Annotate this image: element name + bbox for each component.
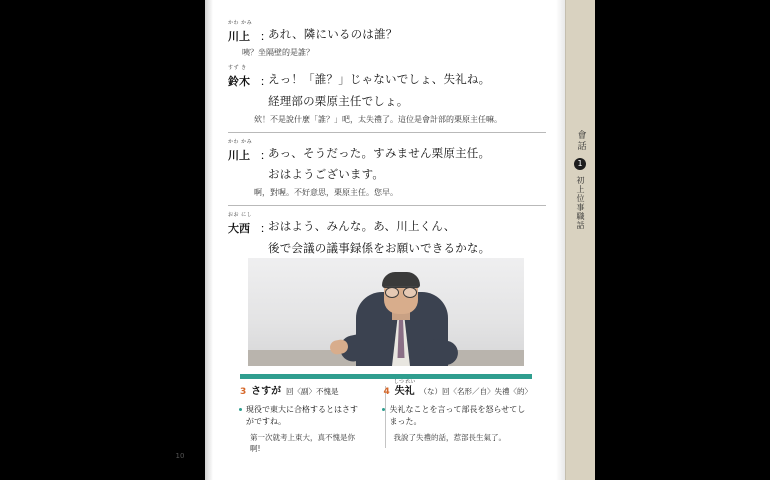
side-tab-label-bottom: 初上位事職話 [576, 176, 585, 230]
speaker-colon: ： [260, 30, 271, 43]
dialogue-line-cn: 咦？坐隔壁的是誰？ [242, 48, 314, 57]
dialogue-turn [228, 138, 546, 207]
vocabulary-headword [240, 385, 363, 399]
dialogue-line-jp: おはよう、みんな。あ、川上くん、 [268, 219, 456, 234]
vocabulary-example-translation: 我說了失禮的話，惹部長生氣了。 [393, 433, 506, 442]
speaker-furigana: かわ かみ [228, 20, 253, 26]
vocabulary-word-text: さすが [251, 386, 282, 397]
glasses-right-lens [403, 287, 417, 298]
bullet-icon [239, 408, 242, 411]
lesson-photo [248, 258, 524, 366]
vocabulary-example-translation: 第一次就考上東大，真不愧是你啊! [250, 433, 355, 453]
vocabulary-word-text: 失礼 [394, 386, 415, 397]
dialogue-line-jp: おはようございます。 [268, 167, 385, 182]
dialogue-lines [268, 22, 546, 44]
dialogue-lines [268, 67, 546, 111]
vocabulary-number: 3 [240, 387, 247, 397]
speaker-label: 川上 [228, 30, 250, 43]
dialogue-line-jp: えっ！「誰？」じゃないでしょ、失礼ね。 [268, 72, 491, 86]
vocabulary-example-text: 失礼なことを言って部長を怒らせてしまった。 [389, 405, 526, 426]
page-shadow-left [205, 0, 213, 480]
speaker-name [228, 214, 260, 236]
vocabulary-headword [383, 379, 532, 399]
dialogue-line-jp: あっ、そうだった。すみません栗原主任。 [268, 145, 491, 160]
dialogue-block [228, 22, 546, 281]
dialogue-lines [268, 214, 546, 258]
speaker-colon: ： [260, 148, 271, 162]
glasses-left-lens [385, 287, 399, 298]
vocabulary-tags: 回〈副〉不愧是 [286, 387, 339, 396]
dialogue-lines [268, 141, 546, 185]
vocabulary-entry [373, 379, 532, 454]
side-tab [565, 130, 595, 280]
speaker-colon: ： [260, 75, 271, 88]
vocabulary-word [393, 379, 416, 399]
vocabulary-number: 4 [383, 387, 390, 397]
dialogue-line-cn: 欸！不是說什麼「誰？」吧，太失禮了。這位是會計部的栗原主任嘛。 [254, 114, 502, 124]
dialogue-line-jp: あれ、隣にいるのは誰？ [268, 27, 398, 41]
side-tab-number: 1 [574, 158, 586, 170]
vocabulary-example [240, 404, 363, 428]
divider [228, 132, 546, 133]
speaker-name [228, 138, 260, 163]
speaker-name [228, 67, 260, 89]
speaker-label: 川上 [228, 148, 250, 162]
bullet-icon [382, 408, 385, 411]
vocabulary-entry [240, 385, 363, 454]
glasses-icon [385, 286, 417, 296]
dialogue-turn [228, 67, 546, 133]
page-number: 10 [175, 452, 185, 460]
side-tab-label-top: 會話 [575, 130, 586, 152]
dialogue-line-jp: 後で会議の議事録係をお願いできるかな。 [268, 241, 491, 256]
divider [228, 205, 546, 206]
speaker-furigana: すず き [228, 65, 247, 71]
speaker-furigana: おお にし [228, 212, 253, 219]
vocabulary-example [383, 404, 532, 428]
dialogue-line-cn: 啊，對喔。不好意思，栗原主任。您早。 [254, 188, 398, 198]
speaker-colon: ： [260, 222, 271, 236]
vocabulary-columns [240, 379, 532, 454]
vocabulary-top-rule [240, 374, 532, 379]
speaker-name [228, 22, 260, 44]
speaker-furigana: かわ かみ [228, 138, 253, 145]
dialogue-turn [228, 22, 546, 59]
speaker-label: 大西 [228, 222, 250, 236]
vocabulary-tags: （な）回〈名形／自〉失禮〈的〉 [419, 387, 532, 396]
vocabulary-example-text: 現役で東大に合格するとはさすがですね。 [246, 405, 358, 426]
vocabulary-word [251, 385, 281, 399]
vocabulary-word-furigana: しつ れい [393, 379, 416, 385]
speaker-label: 鈴木 [228, 75, 250, 88]
vocabulary-section [240, 374, 532, 454]
dialogue-line-jp: 経理部の栗原主任でしょ。 [268, 93, 409, 108]
